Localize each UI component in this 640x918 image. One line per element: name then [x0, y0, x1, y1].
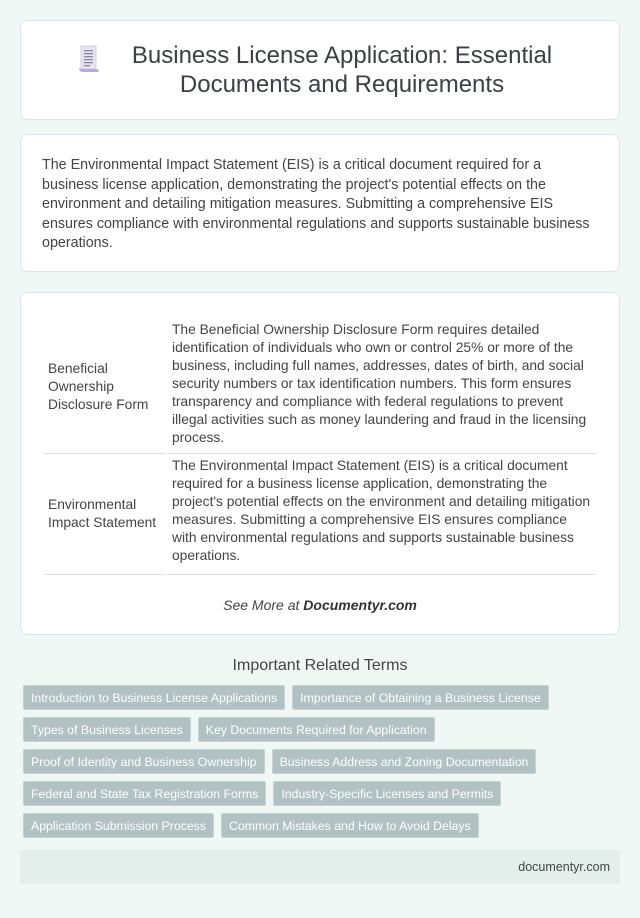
related-term-tag[interactable]: Business Address and Zoning Documentation	[272, 749, 537, 774]
see-more-prefix: See More at	[223, 597, 304, 613]
summary-card	[20, 134, 620, 272]
footer	[20, 850, 620, 884]
header	[78, 41, 562, 99]
table-row	[44, 321, 596, 454]
summary-text: The Environmental Impact Statement (EIS) is a critical document required for a business license application, demonstrating the project's potential effects on the environment and detailing mitigation measures. Submitting a comprehensive EIS ensures compliance with environmental regulations and supports sustainable business operations.	[42, 157, 590, 251]
related-term-tag[interactable]: Common Mistakes and How to Avoid Delays	[221, 813, 479, 838]
related-terms-tags	[20, 685, 580, 838]
see-more	[42, 597, 598, 613]
page-title: Business License Application: Essential Documents and Requirements	[131, 42, 553, 98]
documents-table	[42, 321, 598, 575]
related-term-tag[interactable]: Importance of Obtaining a Business License	[292, 685, 549, 710]
see-more-link[interactable]: Documentyr.com	[303, 597, 417, 613]
footer-site-link[interactable]: documentyr.com	[518, 860, 610, 874]
document-description: The Beneficial Ownership Disclosure Form requires detailed identification of individuals who own or control 25% or more of the business, including full names, addresses, dates of birth, and social security numbers or tax identification numbers. This form ensures transparency and compliance with federal regulations to prevent illegal activities such as money laundering and fraud in the licensing process.	[168, 321, 596, 454]
related-terms-section	[20, 657, 620, 838]
related-term-tag[interactable]: Types of Business Licenses	[23, 717, 191, 742]
related-term-tag[interactable]: Federal and State Tax Registration Forms	[23, 781, 266, 806]
document-scroll-icon	[78, 45, 100, 73]
documents-table-card	[20, 292, 620, 635]
document-description: The Environmental Impact Statement (EIS) is a critical document required for a business license application, demonstrating the project's potential effects on the environment and detailing mitigation measures. Submitting a comprehensive EIS ensures compliance with environmental regulations and supports sustainable business operations.	[168, 454, 596, 575]
related-term-tag[interactable]: Proof of Identity and Business Ownership	[23, 749, 265, 774]
related-term-tag[interactable]: Industry-Specific Licenses and Permits	[273, 781, 501, 806]
header-card	[20, 20, 620, 120]
related-term-tag[interactable]: Key Documents Required for Application	[198, 717, 435, 742]
document-name: Environmental Impact Statement	[44, 454, 166, 575]
document-name: Beneficial Ownership Disclosure Form	[44, 321, 166, 454]
related-terms-title: Important Related Terms	[232, 657, 408, 674]
related-term-tag[interactable]: Introduction to Business License Applications	[23, 685, 285, 710]
related-term-tag[interactable]: Application Submission Process	[23, 813, 214, 838]
table-row	[44, 454, 596, 575]
